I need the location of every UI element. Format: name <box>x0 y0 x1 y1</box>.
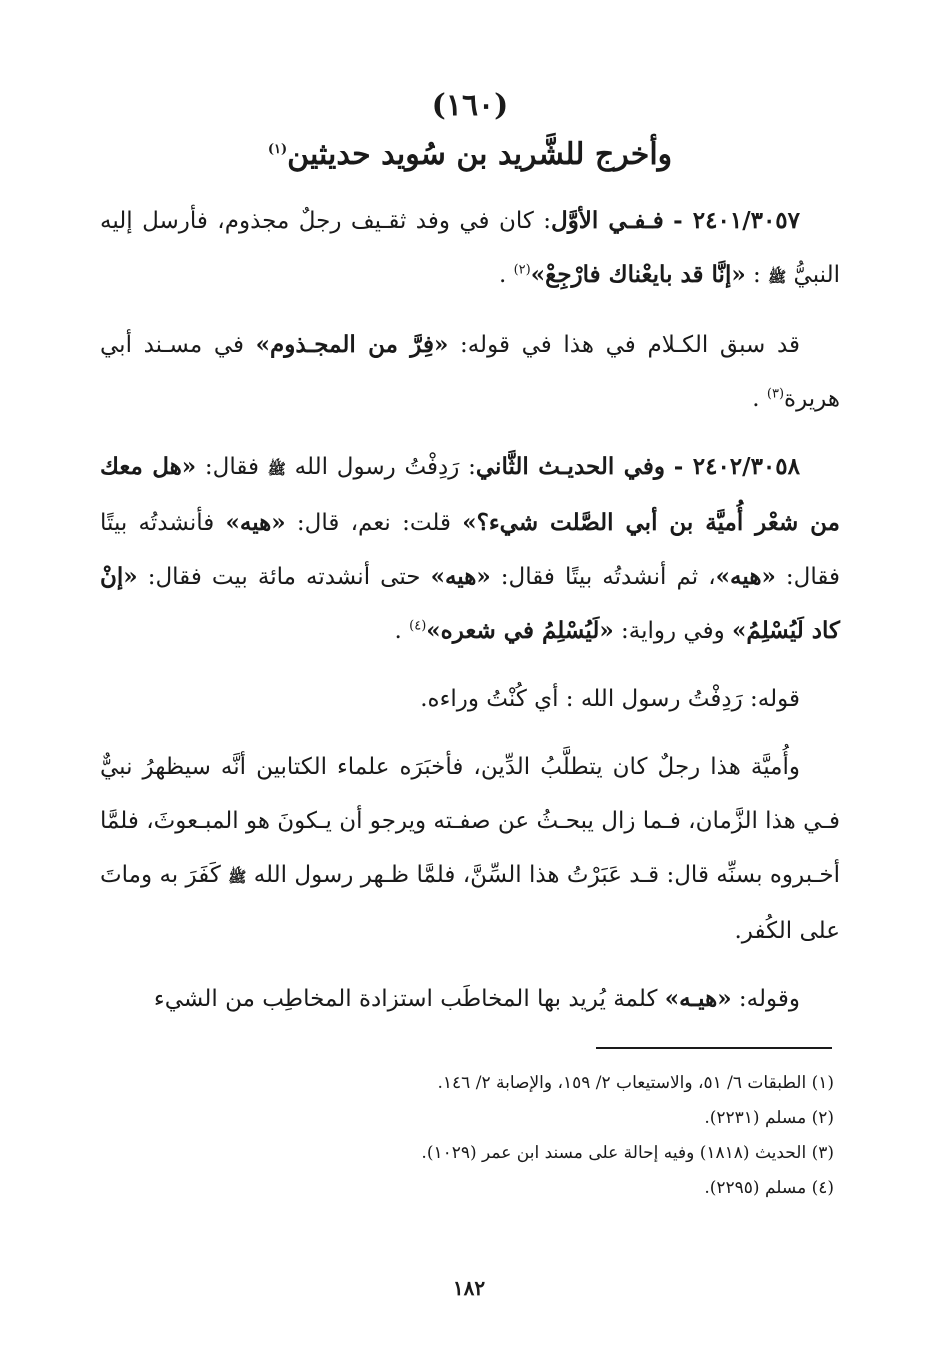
hadith-1-end: . <box>498 262 514 288</box>
hadith-1-quote: «إنَّا قد بايعْناك فارْجِعْ» <box>530 261 746 288</box>
page-body <box>100 88 840 1040</box>
footnote-4: (٤) مسلم (٢٢٩٥). <box>704 1178 834 1198</box>
comment-4 <box>100 972 840 1026</box>
page-number: ١٨٢ <box>452 1276 486 1300</box>
hadith-2-quote-4: «هيه» <box>430 563 491 590</box>
comment-4-text-b: كلمة يُريد بها المخاطَب استزادة المخاطِب من الشيء <box>153 986 665 1012</box>
comment-3-text-b: كَفَرَ به وماتَ على الكُفر. <box>100 862 840 944</box>
hadith-2 <box>100 440 840 658</box>
hadith-1-heading: فـفـي الأوَّل <box>550 207 664 234</box>
comment-1 <box>100 318 840 426</box>
hadith-2-text-b: فقال: <box>196 454 268 480</box>
hadith-2-text-a: : رَدِفْتُ رسول الله <box>294 454 476 480</box>
hadith-2-text-f: حتى أنشدته مائة بيت فقال: <box>137 564 431 590</box>
chapter-title-text: وأخرج للشَّريد بن سُويد حديثين <box>287 137 673 172</box>
hadith-1-number: ٢٤٠١/٣٠٥٧ - <box>673 207 801 234</box>
salla-symbol: ﷺ <box>768 268 787 286</box>
comment-4-text-a: وقوله: <box>731 986 800 1012</box>
hadith-2-end: . <box>394 618 410 644</box>
footnote-ref-2: (٢) <box>513 262 531 278</box>
hadith-2-text-d: فأنشدتُه بيتًا فقال: <box>100 510 840 590</box>
hadith-2-text-c: قلت: نعم، قال: <box>285 510 463 536</box>
footnotes <box>100 1066 834 1206</box>
hadith-2-quote-2: «هيه» <box>225 509 286 536</box>
chapter-title <box>100 137 840 172</box>
hadith-1-text: : كان في وفد ثقـيف رجلٌ مجذوم، فأرسل إليه النبيُّ <box>100 208 840 288</box>
hadith-2-quote-6: «لَيُسْلِمُ في شعره» <box>426 617 614 644</box>
hadith-1: ٢٤٠١/٣٠٥٧ - فـفـي الأوَّل: كان في وفد ثقـيف رجلٌ مجذوم، فأرسل إليه النبيُّ ﷺ : «إنَّا قد بايعْناك فارْجِعْ»$^{(٢)}$ . <box>100 207 840 288</box>
footnote-divider <box>596 1047 832 1049</box>
hadith-2-text-e: ، ثم أنشدتُه بيتًا فقال: <box>490 564 716 590</box>
footnote-ref-4: (٤) <box>409 618 427 634</box>
comment-1-text-a: قد سبق الكـلام في هذا في قوله: <box>448 332 801 358</box>
salla-symbol: ﷺ <box>267 460 286 478</box>
comment-3 <box>100 740 840 958</box>
comment-3-text-a: وأُميَّة هذا رجلٌ كان يتطلَّبُ الدِّين، فأخبَرَه علماء الكتابين أنَّه سيظهرُ نبيٌّ فـي هذا الزَّمان، فـما زال يبحـثُ عن صفـته ويرجو أن يـكونَ هو المبـعوثَ، فلمَّا أخـبروه بسنِّه قال: قـد عَبَرْتُ هذا السِّنَّ، فلمَّا ظـهر رسول الله <box>100 754 840 888</box>
hadith-2-quote-5: «إنْ كاد لَيُسْلِمُ» <box>100 563 840 644</box>
footnote-1: (١) الطبقات ٦/ ٥١، والاستيعاب ٢/ ١٥٩، والإصابة ٢/ ١٤٦. <box>437 1073 834 1093</box>
footnote-2: (٢) مسلم (٢٢٣١). <box>704 1108 834 1128</box>
comment-1-end: . <box>752 386 767 412</box>
comment-2: قوله: رَدِفْتُ رسول الله : أي كُنْتُ وراءه. <box>420 686 800 712</box>
comment-1-text-b: في مسـند أبي هريرة <box>100 332 840 412</box>
footnote-ref-1: (١) <box>267 142 288 157</box>
footnote-3: (٣) الحديث (١٨١٨) وفيه إحالة على مسند ابن عمر (١٠٢٩). <box>421 1143 834 1163</box>
hadith-2-quote-3: «هيه» <box>715 563 776 590</box>
comment-4-quote: «هيـه» <box>664 985 732 1012</box>
salla-symbol: ﷺ <box>228 868 247 886</box>
section-number: (١٦٠) <box>431 88 509 123</box>
hadith-2-quote-1: «هل معك من شعْر أُميَّة بن أبي الصَّلت شيء؟» <box>100 453 840 536</box>
comment-1-quote: «فِرَّ من المجـذوم» <box>255 331 449 358</box>
hadith-2-number: ٢٤٠٢/٣٠٥٨ - <box>673 453 800 480</box>
hadith-2-heading: وفي الحديـث الثَّاني <box>475 453 665 480</box>
hadith-2-text-g: وفي رواية: <box>613 618 733 644</box>
footnote-ref-3: (٣) <box>766 386 785 402</box>
